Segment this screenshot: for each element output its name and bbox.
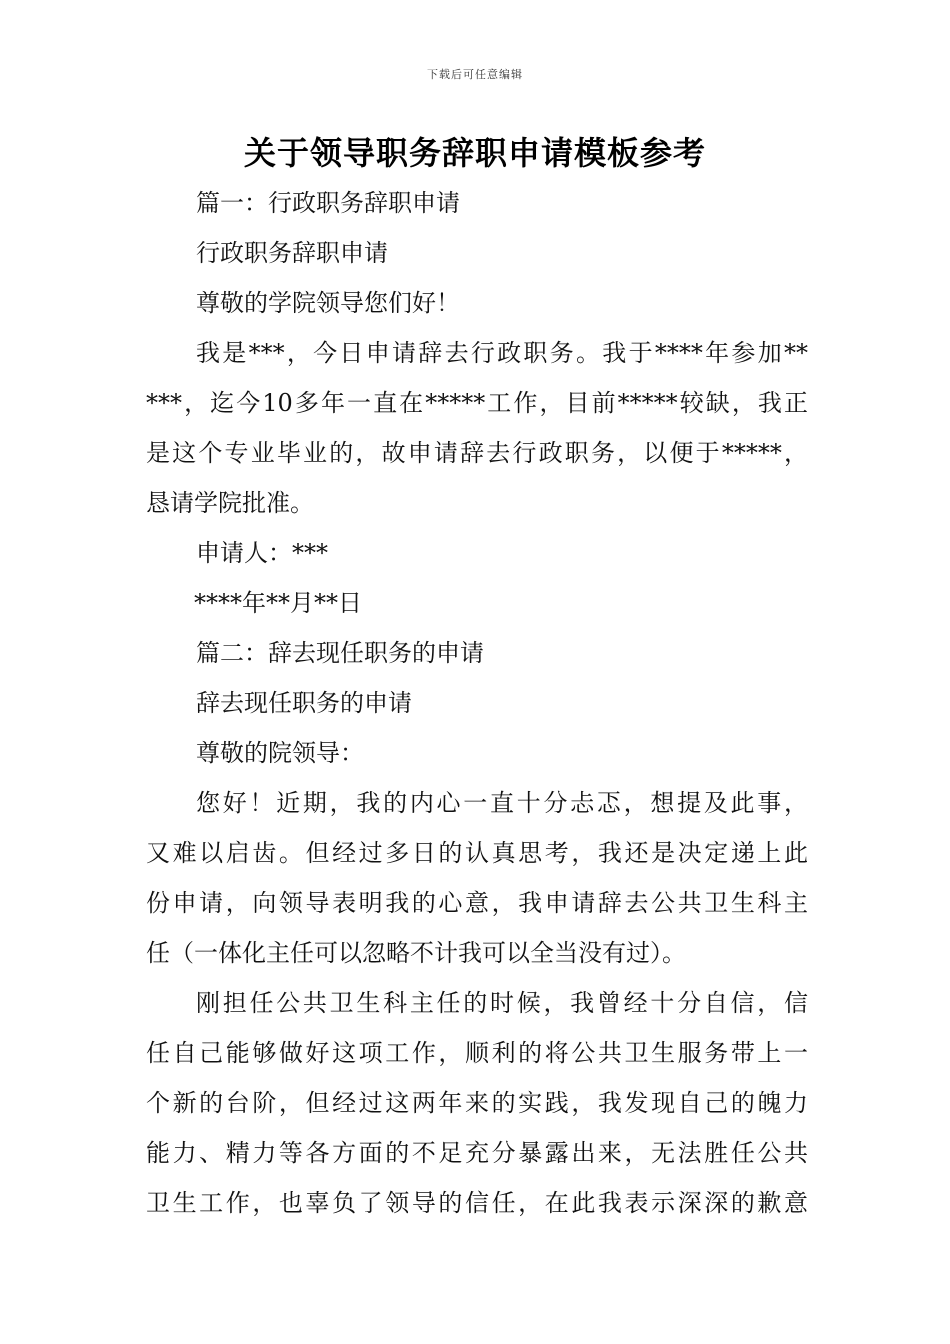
letter-title: 辞去现任职务的申请 <box>196 689 412 717</box>
document-body <box>146 178 808 1228</box>
paragraph-line: ***，迄今10多年一直在*****工作，目前*****较缺，我正 <box>146 389 808 417</box>
letter-date: ****年**月**日 <box>194 589 362 617</box>
paragraph-line: 份申请，向领导表明我的心意，我申请辞去公共卫生科主 <box>146 889 808 917</box>
applicant-signature: 申请人：*** <box>196 539 328 567</box>
paragraph-line: 您好！近期，我的内心一直十分忐忑，想提及此事， <box>196 789 808 817</box>
section-heading: 篇二：辞去现任职务的申请 <box>196 639 484 667</box>
paragraph-line: 任自己能够做好这项工作，顺利的将公共卫生服务带上一 <box>146 1039 808 1067</box>
document-title: 关于领导职务辞职申请模板参考 <box>243 134 706 172</box>
paragraph-line: 任（一体化主任可以忽略不计我可以全当没有过）。 <box>146 939 686 967</box>
paragraph-line: 我是***，今日申请辞去行政职务。我于****年参加** <box>196 339 808 367</box>
paragraph-line: 是这个专业毕业的，故申请辞去行政职务，以便于*****， <box>146 439 808 467</box>
paragraph-line: 刚担任公共卫生科主任的时候，我曾经十分自信，信 <box>196 989 808 1017</box>
letter-title: 行政职务辞职申请 <box>196 239 388 267</box>
paragraph-line: 能力、精力等各方面的不足充分暴露出来，无法胜任公共 <box>146 1139 808 1167</box>
paragraph-line: 卫生工作，也辜负了领导的信任，在此我表示深深的歉意 <box>146 1189 808 1217</box>
paragraph-line: 恳请学院批准。 <box>146 489 314 517</box>
salutation: 尊敬的学院领导您们好！ <box>196 289 460 317</box>
section-heading: 篇一：行政职务辞职申请 <box>196 189 460 217</box>
paragraph-line: 又难以启齿。但经过多日的认真思考，我还是决定递上此 <box>146 839 808 867</box>
header-note: 下载后可任意编辑 <box>427 68 523 81</box>
paragraph-line: 个新的台阶，但经过这两年来的实践，我发现自己的魄力 <box>146 1089 808 1117</box>
salutation: 尊敬的院领导： <box>196 739 364 767</box>
